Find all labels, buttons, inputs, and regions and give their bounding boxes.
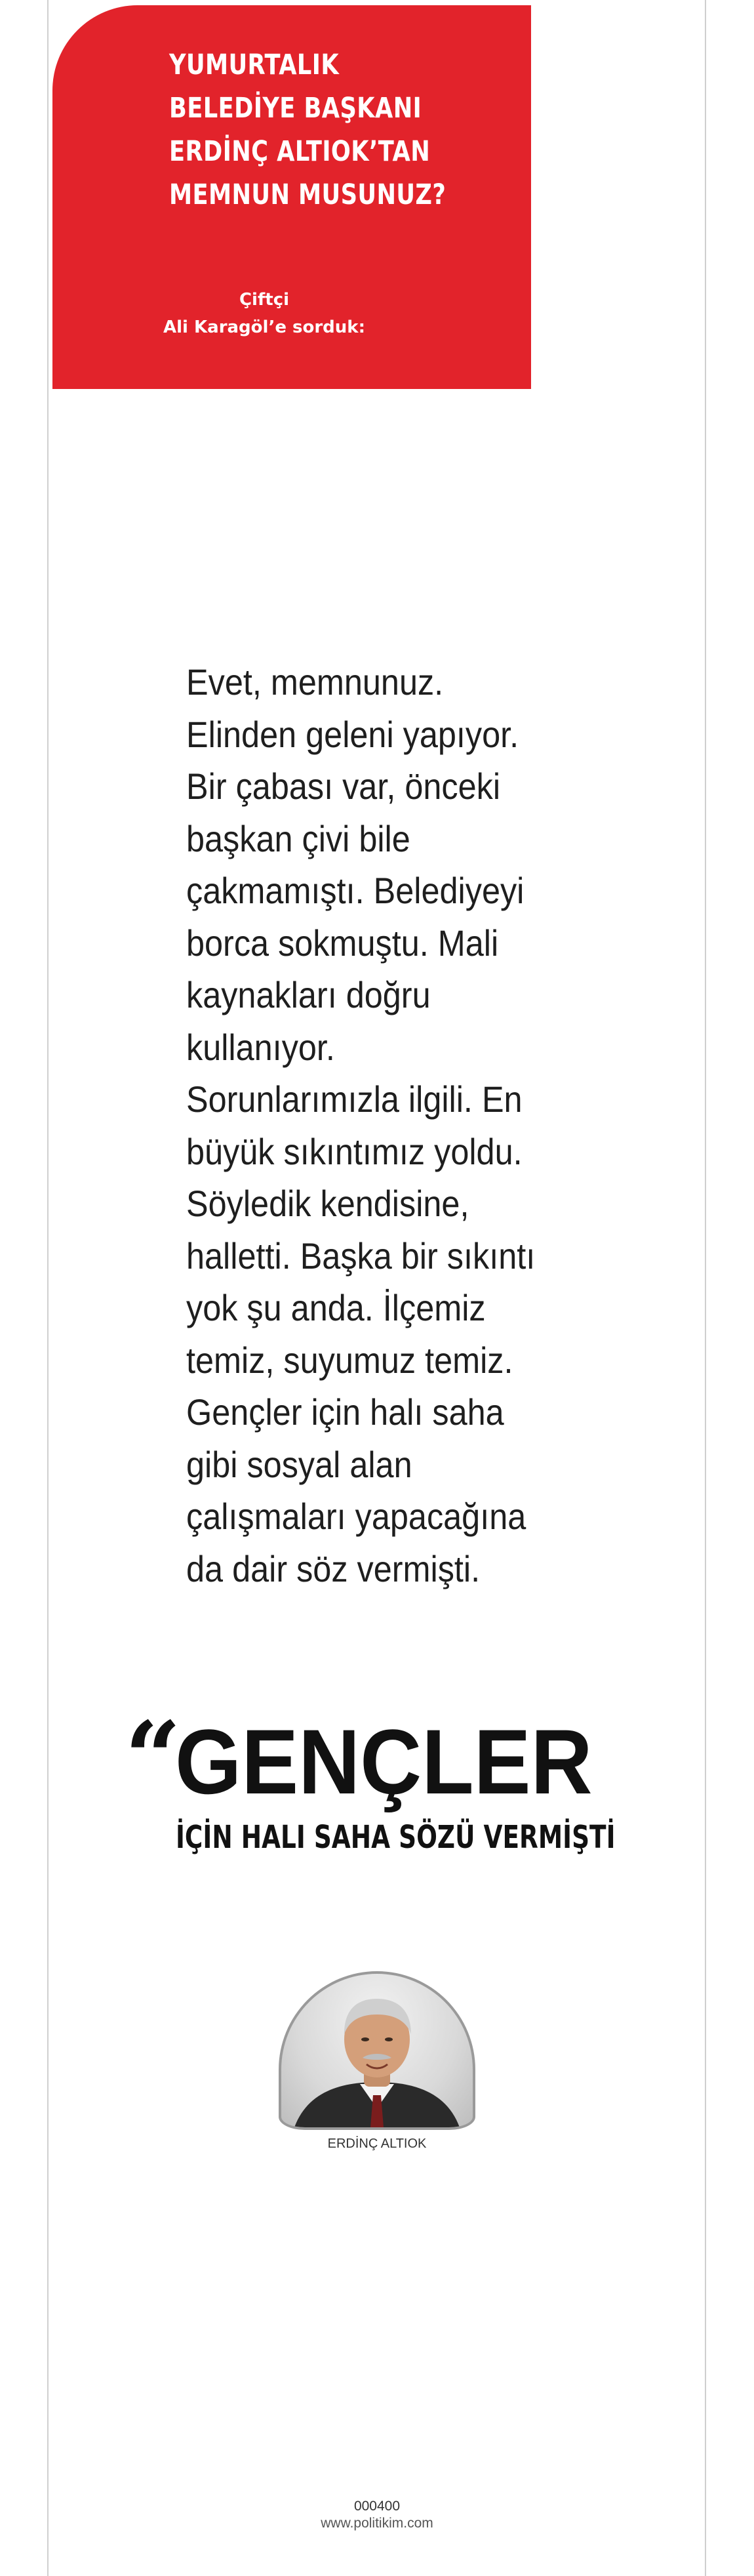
left-divider-line xyxy=(47,0,49,2576)
portrait-caption: ERDİNÇ ALTIOK xyxy=(327,2136,427,2151)
respondent-intro: Ali Karagöl’e sorduk: xyxy=(163,317,365,337)
pull-quote-title: GENÇLER xyxy=(175,1710,593,1813)
question-headline: YUMURTALIK BELEDİYE BAŞKANI ERDİNÇ ALTIOK’TAN MEMNUN MUSUNUZ? xyxy=(169,49,446,211)
quote-mark-icon: “ xyxy=(125,1700,182,1816)
respondent-occupation: Çiftçi xyxy=(239,290,290,310)
right-divider-line xyxy=(705,0,706,2576)
portrait-illustration xyxy=(281,1974,473,2127)
answer-text: Evet, memnunuz. Elinden geleni yapıyor. Bir çabası var, önceki başkan çivi bile çakmamıştı. Belediyeyi borca sokmuştu. Mali kaynakları doğru kullanıyor. Sorunlarımızla ilgili. En büyük sıkıntımız yoldu. Söyledik kendisine, halletti. Başka bir sıkıntı yok şu anda. İlçemiz temiz, suyumuz temiz. Gençler için halı saha gibi sosyal alan çalışmaları yapacağına da dair söz vermişti. xyxy=(186,661,536,1589)
person-portrait-icon xyxy=(279,1971,475,2130)
footer-url: www.politikim.com xyxy=(321,2516,433,2531)
pull-quote-subtitle: İÇİN HALI SAHA SÖZÜ VERMİŞTİ xyxy=(176,1819,616,1856)
pull-quote-headline xyxy=(125,1700,662,1816)
question-panel xyxy=(52,5,531,389)
footer-code: 000400 xyxy=(353,2499,401,2514)
